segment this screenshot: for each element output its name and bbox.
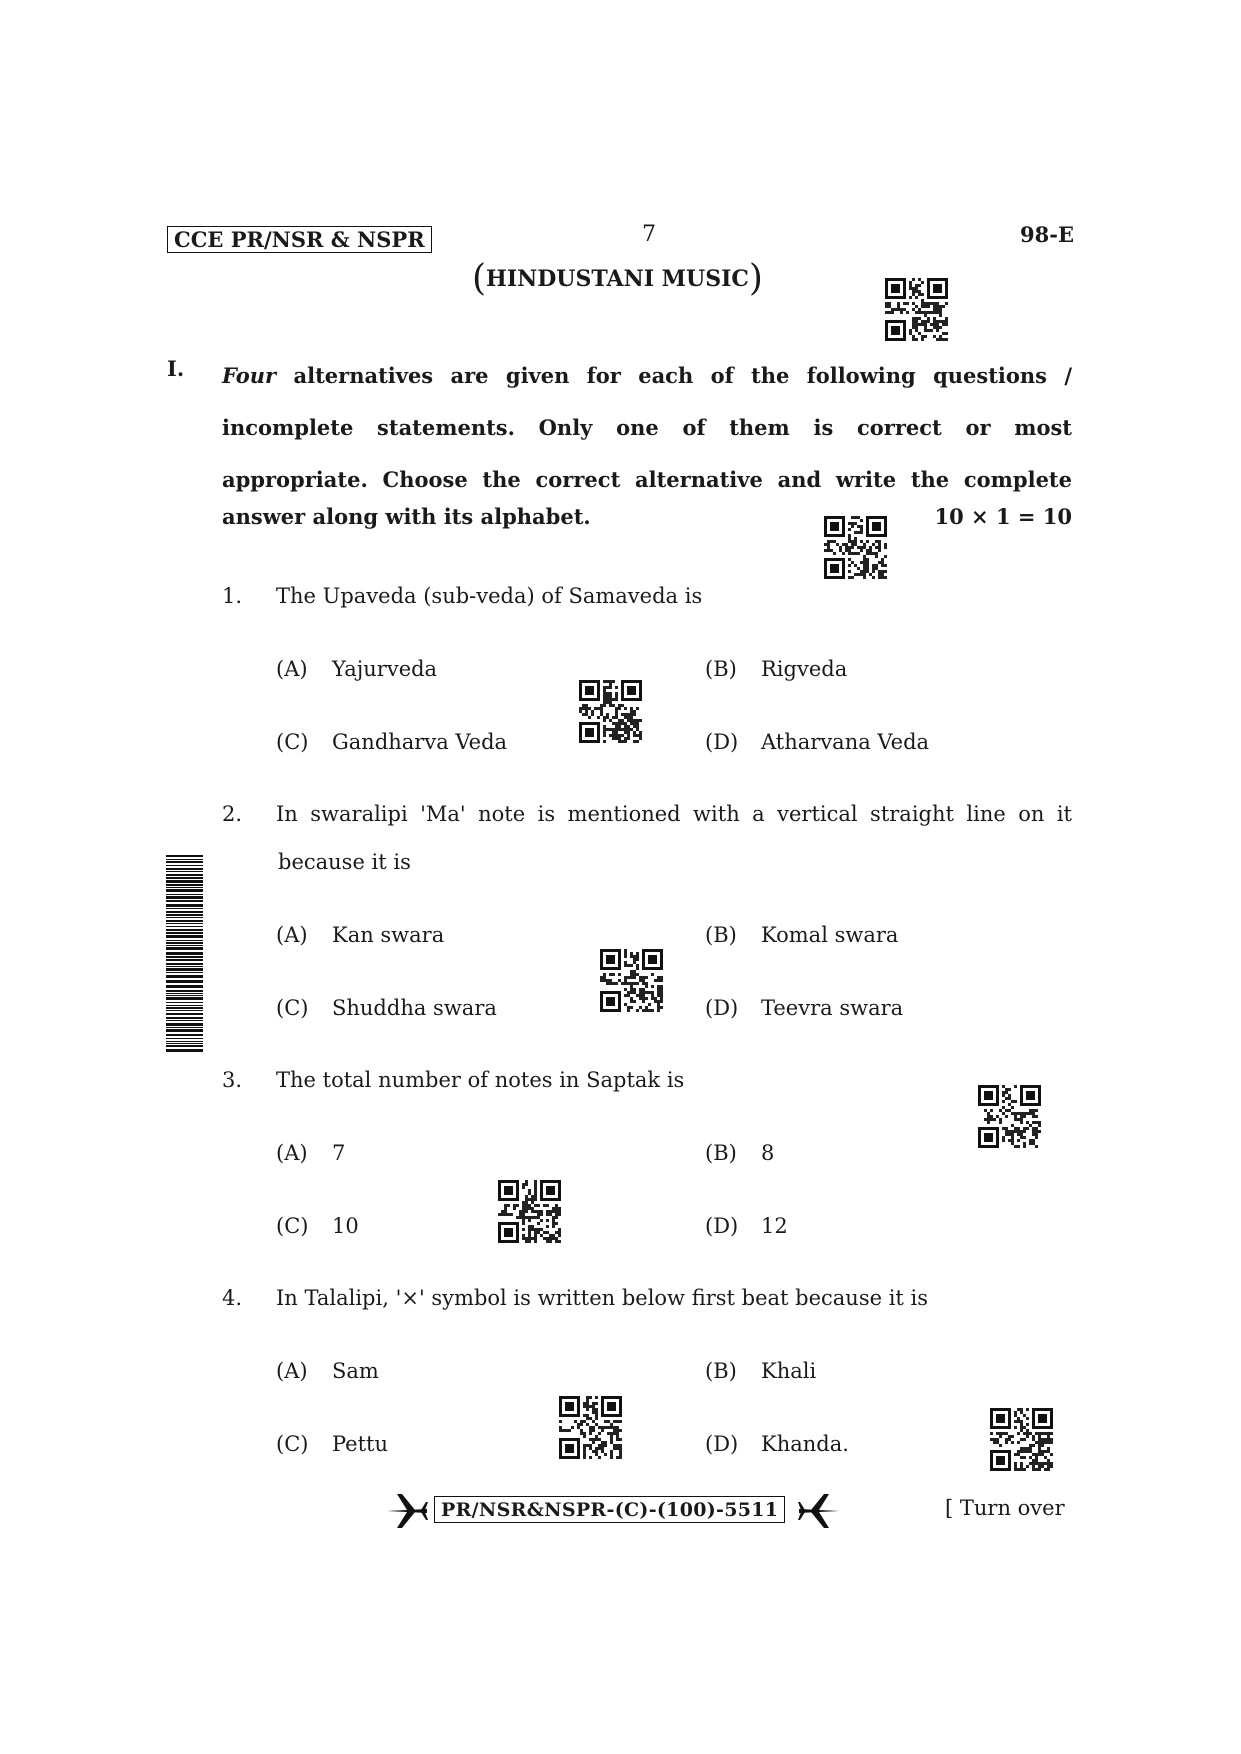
q2-option-b-text: Komal swara: [761, 923, 899, 947]
header-code-box: CCE PR/NSR & NSPR: [167, 226, 432, 253]
question-4-number: 4.: [222, 1286, 243, 1310]
q2-option-c-text: Shuddha swara: [332, 996, 497, 1020]
q4-option-c-label: (C): [276, 1432, 309, 1456]
qr-code-icon: [579, 680, 642, 747]
q4-option-d-label: (D): [705, 1432, 739, 1456]
q2-option-c-label: (C): [276, 996, 309, 1020]
barcode-icon: [166, 855, 203, 1053]
qr-code-icon: [978, 1085, 1041, 1152]
qr-code-icon: [990, 1408, 1053, 1475]
question-3-number: 3.: [222, 1068, 243, 1092]
q3-option-b-text: 8: [761, 1141, 775, 1165]
q1-option-a-label: (A): [276, 657, 308, 681]
airplane-left-icon: [385, 1491, 429, 1531]
q2-option-d-text: Teevra swara: [761, 996, 904, 1020]
q4-option-a-text: Sam: [332, 1359, 379, 1383]
q2-option-a-label: (A): [276, 923, 308, 947]
q2-option-d-label: (D): [705, 996, 739, 1020]
q4-option-d-text: Khanda.: [761, 1432, 849, 1456]
q3-option-a-label: (A): [276, 1141, 308, 1165]
paper-code: 98-E: [1020, 222, 1074, 247]
q3-option-d-text: 12: [761, 1214, 788, 1238]
q3-option-c-label: (C): [276, 1214, 309, 1238]
qr-code-icon: [600, 949, 663, 1016]
airplane-right-icon: [797, 1491, 841, 1531]
q2-option-b-label: (B): [705, 923, 737, 947]
q3-option-c-text: 10: [332, 1214, 359, 1238]
q1-option-c-label: (C): [276, 730, 309, 754]
q4-option-b-label: (B): [705, 1359, 737, 1383]
question-1-text: The Upaveda (sub-veda) of Samaveda is: [276, 584, 703, 608]
instruction-emphasis: Four: [222, 363, 277, 388]
qr-code-icon: [498, 1180, 561, 1247]
q3-option-a-text: 7: [332, 1141, 346, 1165]
q2-option-a-text: Kan swara: [332, 923, 445, 947]
q1-option-d-text: Atharvana Veda: [761, 730, 930, 754]
question-3-text: The total number of notes in Saptak is: [276, 1068, 685, 1092]
qr-code-icon: [824, 516, 887, 583]
q1-option-c-text: Gandharva Veda: [332, 730, 508, 754]
q1-option-b-text: Rigveda: [761, 657, 848, 681]
subject-title: (HINDUSTANI MUSIC): [472, 258, 763, 299]
q4-option-b-text: Khali: [761, 1359, 817, 1383]
turn-over-note: [ Turn over: [945, 1496, 1065, 1520]
question-2-number: 2.: [222, 802, 243, 826]
q3-option-b-label: (B): [705, 1141, 737, 1165]
footer-code-box: PR/NSR&NSPR-(C)-(100)-5511: [434, 1496, 785, 1523]
qr-code-icon: [885, 278, 948, 345]
q1-option-a-text: Yajurveda: [332, 657, 438, 681]
question-2-text-line2: because it is: [278, 850, 411, 874]
question-4-text: In Talalipi, '×' symbol is written below first beat because it is: [276, 1286, 929, 1310]
q3-option-d-label: (D): [705, 1214, 739, 1238]
q4-option-a-label: (A): [276, 1359, 308, 1383]
q4-option-c-text: Pettu: [332, 1432, 389, 1456]
question-1-number: 1.: [222, 584, 243, 608]
q1-option-b-label: (B): [705, 657, 737, 681]
page-number: 7: [642, 222, 656, 247]
marks-allocation: 10 × 1 = 10: [934, 504, 1072, 529]
instruction-last-line: answer along with its alphabet.: [222, 504, 591, 529]
section-number: I.: [167, 356, 185, 381]
question-2-text-line1: In swaralipi 'Ma' note is mentioned with a vertical straight line on it: [276, 802, 1072, 826]
qr-code-icon: [559, 1396, 622, 1463]
section-instructions: Four alternatives are given for each of the following questions / incomplete statements. Only one of them is correct or most appropriate. Choose the correct alternative and write the complete: [222, 363, 1073, 492]
q1-option-d-label: (D): [705, 730, 739, 754]
